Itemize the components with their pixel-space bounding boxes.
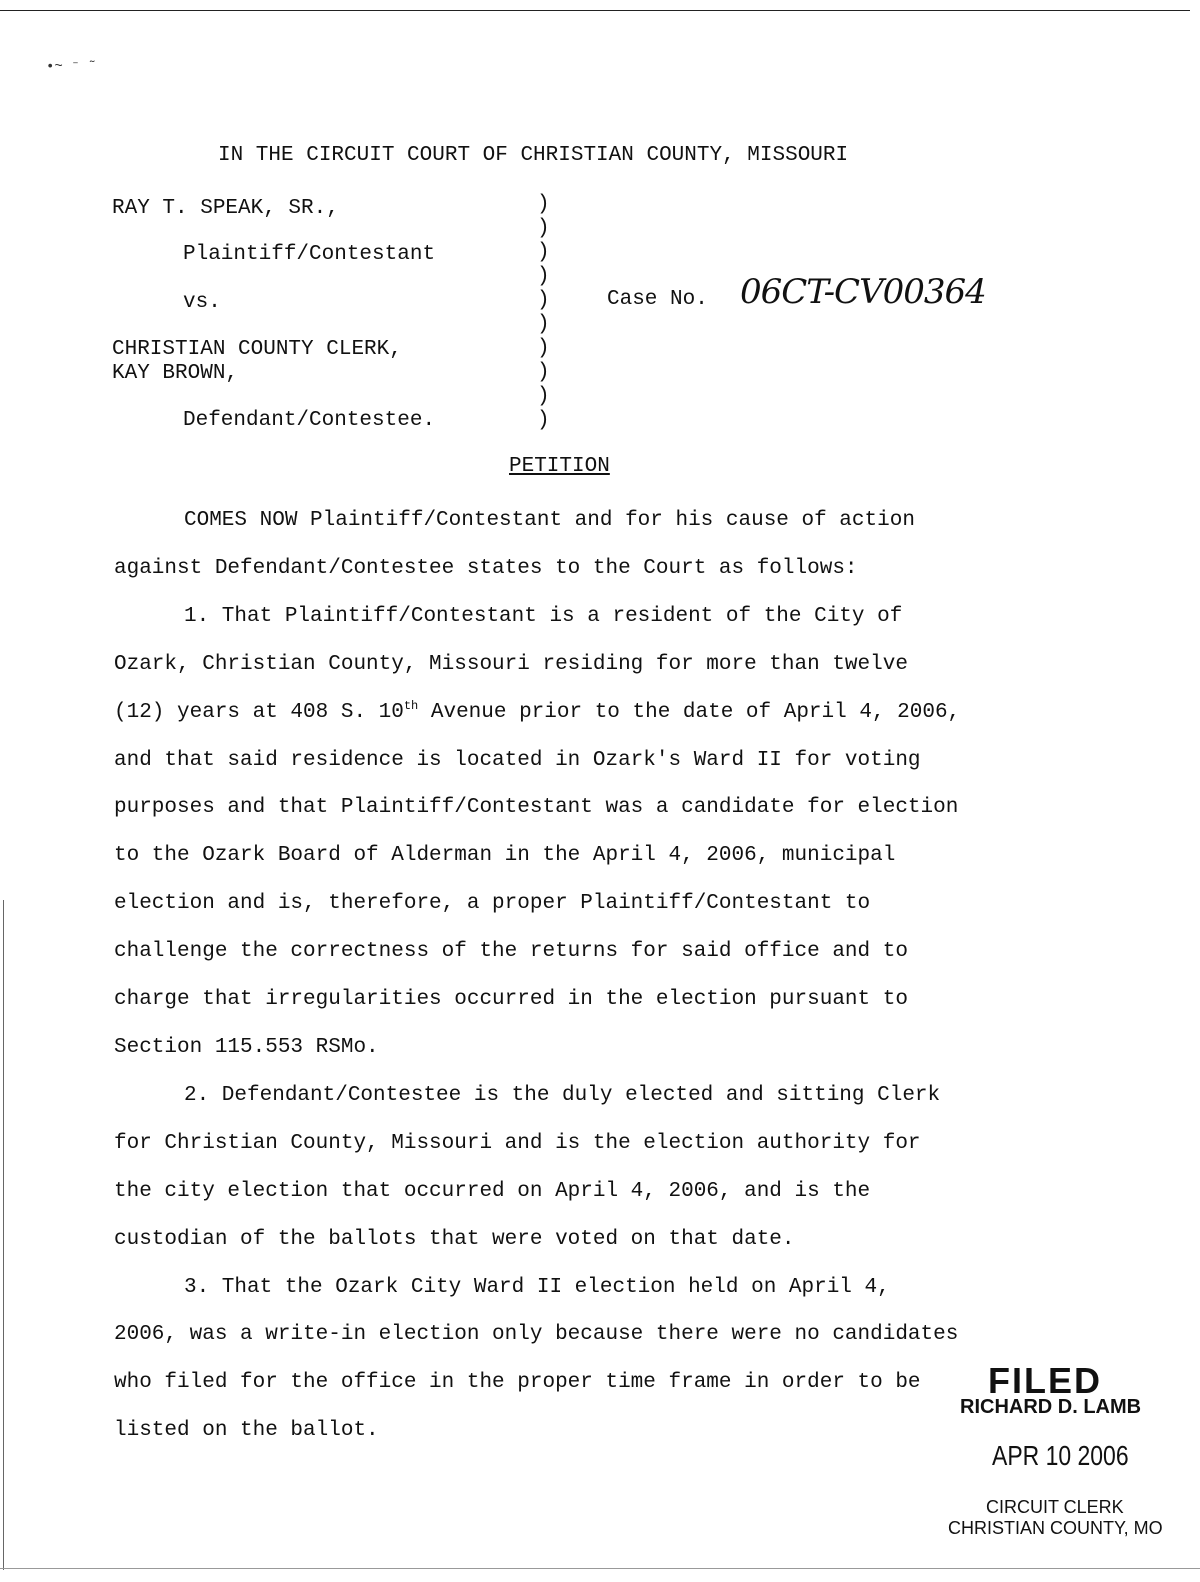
scan-top-edge xyxy=(0,10,1190,11)
paragraph-1-start: 1. That Plaintiff/Contestant is a resident of the City of xyxy=(184,604,903,628)
body-line: the city election that occurred on April 4, 2006, and is the xyxy=(114,1179,871,1203)
versus-label: vs. xyxy=(183,291,221,314)
body-line: and that said residence is located in Ozark's Ward II for voting xyxy=(114,748,921,772)
plaintiff-name: RAY T. SPEAK, SR., xyxy=(112,197,339,220)
plaintiff-role: Plaintiff/Contestant xyxy=(183,243,436,266)
filed-stamp: FILED xyxy=(988,1360,1102,1401)
body-line: who filed for the office in the proper time frame in order to be xyxy=(114,1371,921,1395)
scan-artifact: •~ ⁻ ˜ xyxy=(46,59,97,75)
case-number-handwritten: 06CT-CV00364 xyxy=(740,272,986,312)
body-line: custodian of the ballots that were voted on that date. xyxy=(114,1227,795,1251)
body-line: challenge the correctness of the returns for said office and to xyxy=(114,940,908,964)
body-line: election and is, therefore, a proper Plaintiff/Contestant to xyxy=(114,892,871,916)
caption-bracket: ) ) ) ) ) ) ) ) ) ) xyxy=(537,193,550,432)
filed-stamp-title-line2: CHRISTIAN COUNTY, MO xyxy=(948,1518,1163,1538)
body-line: to the Ozark Board of Alderman in the April 4, 2006, municipal xyxy=(114,844,896,868)
body-line: against Defendant/Contestee states to the Court as follows: xyxy=(114,556,858,580)
paragraph-3-start: 3. That the Ozark City Ward II election held on April 4, xyxy=(184,1275,890,1299)
paragraph-2-start: 2. Defendant/Contestee is the duly elected and sitting Clerk xyxy=(184,1083,941,1107)
body-line: 2006, was a write-in election only because there were no candidates xyxy=(114,1323,959,1347)
body-line: purposes and that Plaintiff/Contestant was a candidate for election xyxy=(114,796,959,820)
defendant-name-line2: KAY BROWN, xyxy=(112,362,239,385)
filed-stamp-date: APR 10 2006 xyxy=(992,1440,1129,1471)
filed-stamp-title-line1: CIRCUIT CLERK xyxy=(986,1497,1124,1517)
petition-body xyxy=(114,497,1044,1455)
body-line: Section 115.553 RSMo. xyxy=(114,1035,379,1059)
body-line: COMES NOW Plaintiff/Contestant and for his cause of action xyxy=(184,509,915,532)
court-title: IN THE CIRCUIT COURT OF CHRISTIAN COUNTY, MISSOURI xyxy=(218,144,849,167)
body-line: for Christian County, Missouri and is the election authority for xyxy=(114,1131,921,1155)
body-line: Ozark, Christian County, Missouri residing for more than twelve xyxy=(114,652,908,676)
scan-bottom-edge xyxy=(0,1568,1200,1569)
body-line: listed on the ballot. xyxy=(114,1419,379,1443)
case-number-label: Case No. xyxy=(607,288,708,311)
filed-stamp-clerk-name: RICHARD D. LAMB xyxy=(960,1396,1142,1418)
defendant-name-line1: CHRISTIAN COUNTY CLERK, xyxy=(112,338,402,361)
body-line: (12) years at 408 S. 10th Avenue prior to the date of April 4, 2006, xyxy=(114,698,961,724)
body-line: charge that irregularities occurred in the election pursuant to xyxy=(114,988,908,1012)
defendant-role: Defendant/Contestee. xyxy=(183,409,436,432)
document-heading: PETITION xyxy=(509,455,610,478)
scan-left-edge xyxy=(3,900,4,1570)
